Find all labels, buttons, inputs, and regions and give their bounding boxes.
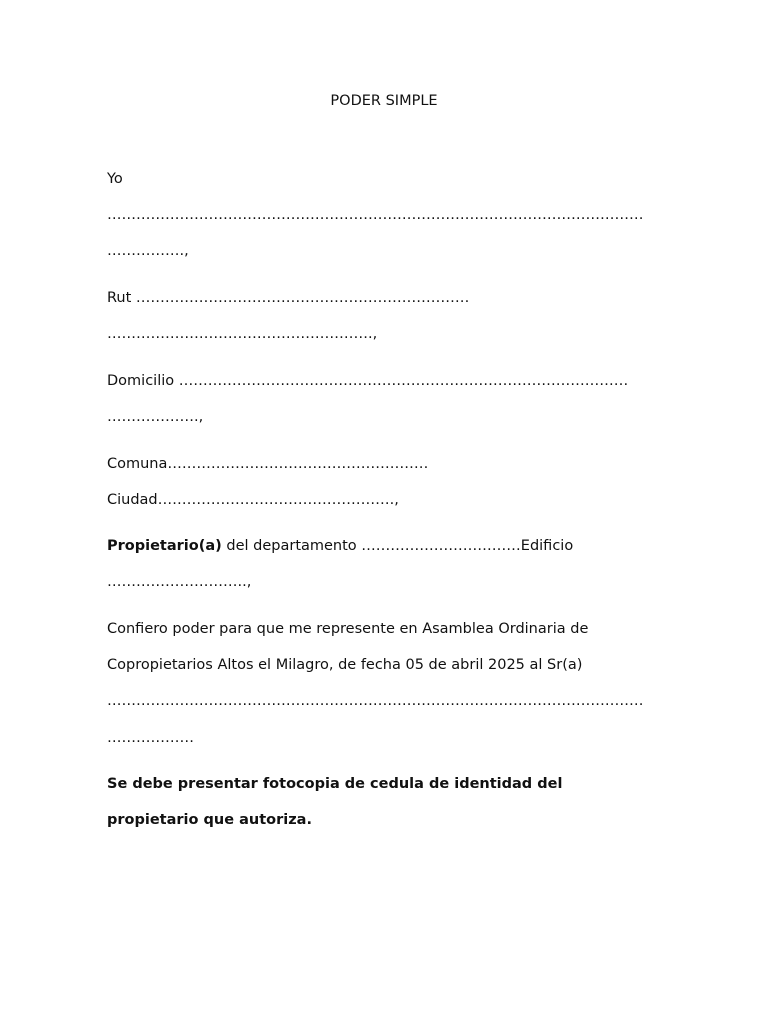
- rut-line-2: ……………………………………………….,: [107, 326, 378, 342]
- note-line-1: Se debe presentar fotocopia de cedula de identidad del: [107, 776, 563, 792]
- confiero-line-3: …………………………………………………………………………………………………: [107, 693, 644, 709]
- confiero-line-1: Confiero poder para que me represente en Asamblea Ordinaria de: [107, 621, 589, 637]
- note-line-2: propietario que autoriza.: [107, 812, 312, 828]
- rut-line-1: Rut ……………………………………………………………: [107, 290, 470, 306]
- yo-label: Yo: [107, 171, 123, 187]
- yo-fill-line-1: …………………………………………………………………………………………………: [107, 207, 644, 223]
- propietario-line-1: [107, 537, 573, 555]
- domicilio-line-1: Domicilio …………………………………………………………………………………: [107, 373, 629, 389]
- ciudad-line: Ciudad………………………………………….,: [107, 492, 399, 508]
- document-title: PODER SIMPLE: [330, 93, 438, 109]
- confiero-line-4: ………………: [107, 730, 194, 746]
- propietario-line-2: ………………………..,: [107, 574, 252, 590]
- domicilio-line-2: ……………….,: [107, 409, 204, 425]
- propietario-rest: del departamento ……………………………Edificio: [221, 538, 574, 554]
- propietario-label: Propietario(a): [107, 538, 222, 554]
- yo-fill-line-2: …………….,: [107, 243, 189, 259]
- confiero-line-2: Copropietarios Altos el Milagro, de fecha 05 de abril 2025 al Sr(a): [107, 657, 583, 673]
- comuna-line: Comuna………………………………………………: [107, 456, 429, 472]
